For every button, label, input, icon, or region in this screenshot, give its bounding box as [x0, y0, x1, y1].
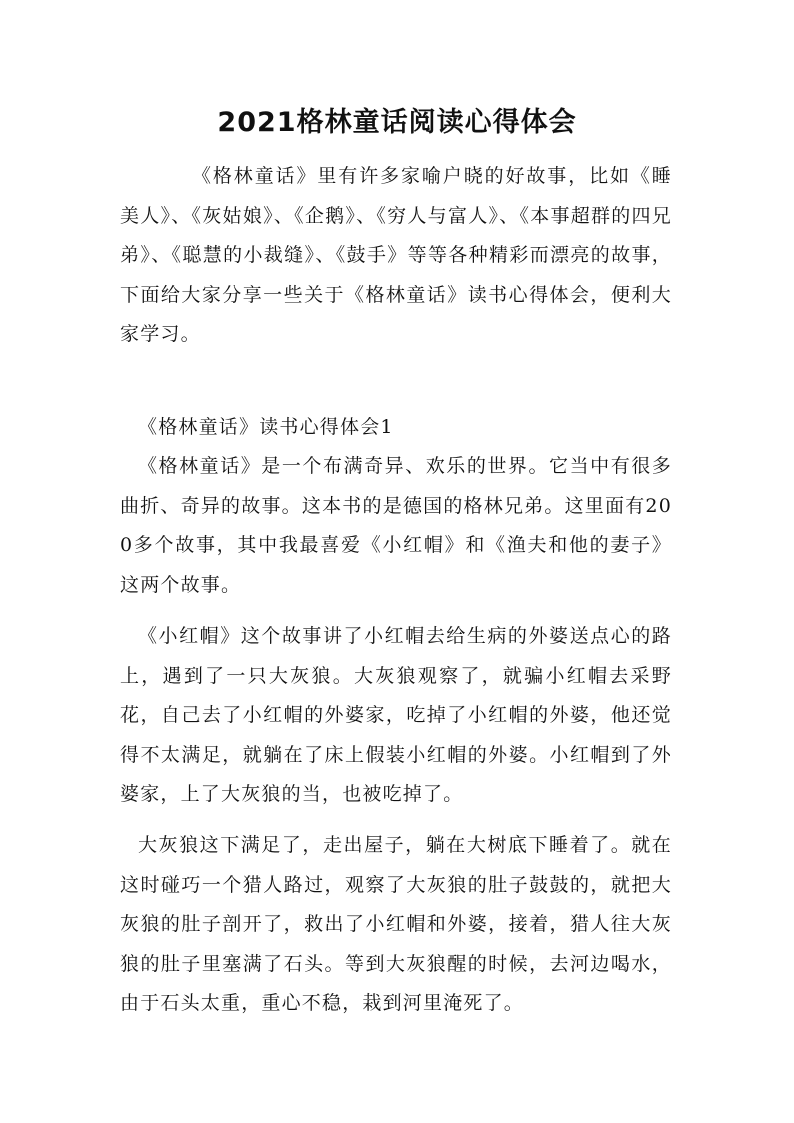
intro-paragraph: 《格林童话》里有许多家喻户晓的好故事，比如《睡美人》、《灰姑娘》、《企鹅》、《穷人与富人》、《本事超群的四兄弟》、《聪慧的小裁缝》、《鼓手》等等各种精彩而漂亮的故事，下面给大家分享一些关于《格林童话》读书心得体会，便利大家学习。 [120, 165, 672, 346]
body-paragraph-2: 《小红帽》这个故事讲了小红帽去给生病的外婆送点心的路上，遇到了一只大灰狼。大灰狼观察了，就骗小红帽去采野花，自己去了小红帽的外婆家，吃掉了小红帽的外婆，他还觉得不太满足，就躺在了床上假装小红帽的外婆。小红帽到了外婆家，上了大灰狼的当，也被吃掉了。 [120, 625, 672, 806]
section-heading: 《格林童话》读书心得体会1 [138, 416, 394, 438]
body-paragraph-1: 《格林童话》是一个布满奇异、欢乐的世界。它当中有很多曲折、奇异的故事。这本书的是德国的格林兄弟。这里面有200多个故事，其中我最喜爱《小红帽》和《渔夫和他的妻子》这两个故事。 [120, 455, 672, 596]
body-paragraph-3: 大灰狼这下满足了，走出屋子，躺在大树底下睡着了。就在这时碰巧一个猎人路过，观察了大灰狼的肚子鼓鼓的，就把大灰狼的肚子剖开了，救出了小红帽和外婆，接着，猎人往大灰狼的肚子里塞满了石头。等到大灰狼醒的时候，去河边喝水，由于石头太重，重心不稳，栽到河里淹死了。 [120, 834, 672, 1015]
document-title: 2021格林童话阅读心得体会 [217, 107, 577, 138]
